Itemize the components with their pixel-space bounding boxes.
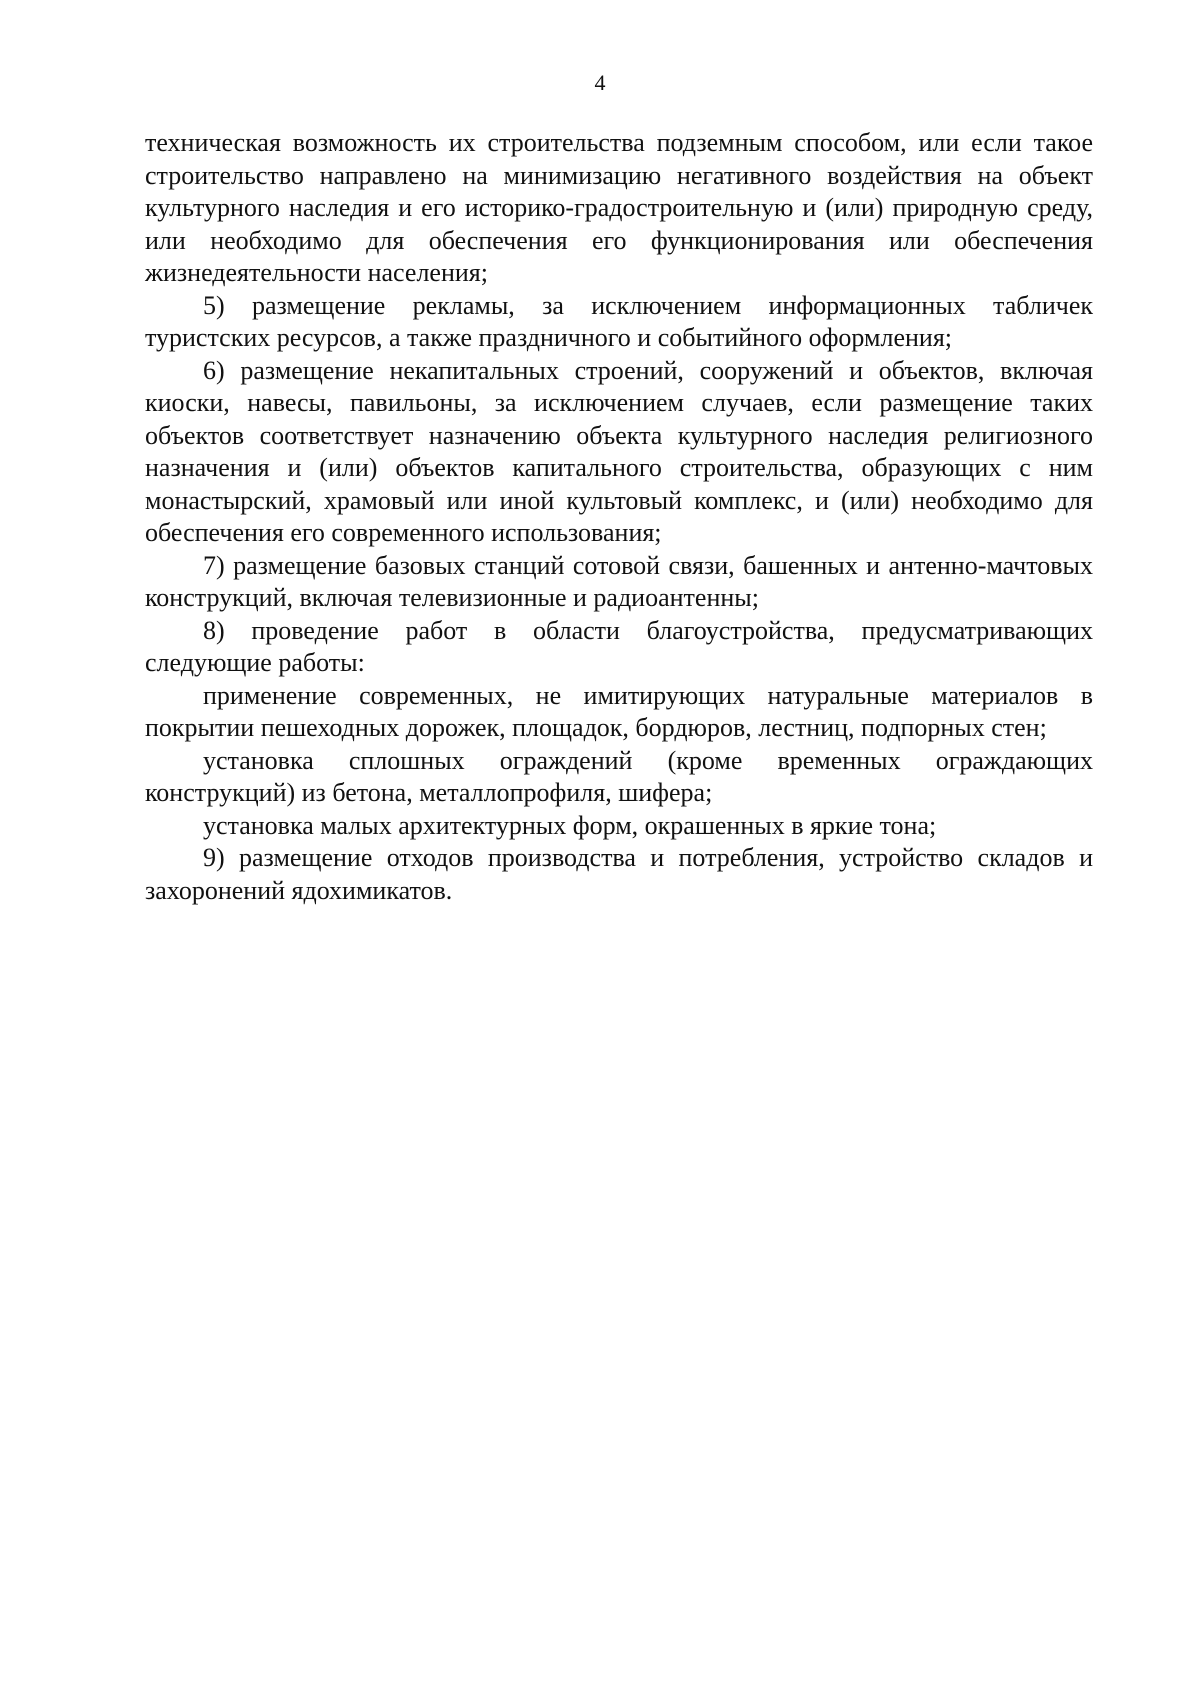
paragraph-item-8-landscaping: 8) проведение работ в области благоустройства, предусматривающих следующие работы: [145,615,1093,677]
paragraph-item-7-cellular-stations: 7) размещение базовых станций сотовой связи, башенных и антенно-мачтовых конструкций, включая телевизионные и радиоантенны; [145,550,1093,612]
paragraph-subitem-solid-fences: установка сплошных ограждений (кроме временных ограждающих конструкций) из бетона, металлопрофиля, шифера; [145,745,1093,807]
paragraph-item-9-waste: 9) размещение отходов производства и потребления, устройство складов и захоронений ядохимикатов. [145,843,1093,905]
paragraph-continuation: техническая возможность их строительства подземным способом, или если такое строительство направлено на минимизацию негативного воздействия на объект культурного наследия и его историко-градостроительную и (или) природную среду, или необходимо для обеспечения его функционирования или обеспечения жизнедеятельности населения; [145,128,1093,287]
page-number: 4 [594,70,606,95]
document-body [145,127,1093,907]
paragraph-subitem-modern-materials: применение современных, не имитирующих натуральные материалов в покрытии пешеходных дорожек, площадок, бордюров, лестниц, подпорных стен; [145,680,1093,742]
paragraph-item-5-advertising: 5) размещение рекламы, за исключением информационных табличек туристских ресурсов, а также праздничного и событийного оформления; [145,290,1093,352]
paragraph-subitem-small-forms: установка малых архитектурных форм, окрашенных в яркие тона; [203,810,937,840]
paragraph-item-6-non-capital-structures: 6) размещение некапитальных строений, сооружений и объектов, включая киоски, навесы, павильоны, за исключением случаев, если размещение таких объектов соответствует назначению объекта культурного наследия религиозного назначения и (или) объектов капитального строительства, образующих с ним монастырский, храмовый или иной культовый комплекс, и (или) необходимо для обеспечения его современного использования; [145,355,1093,547]
